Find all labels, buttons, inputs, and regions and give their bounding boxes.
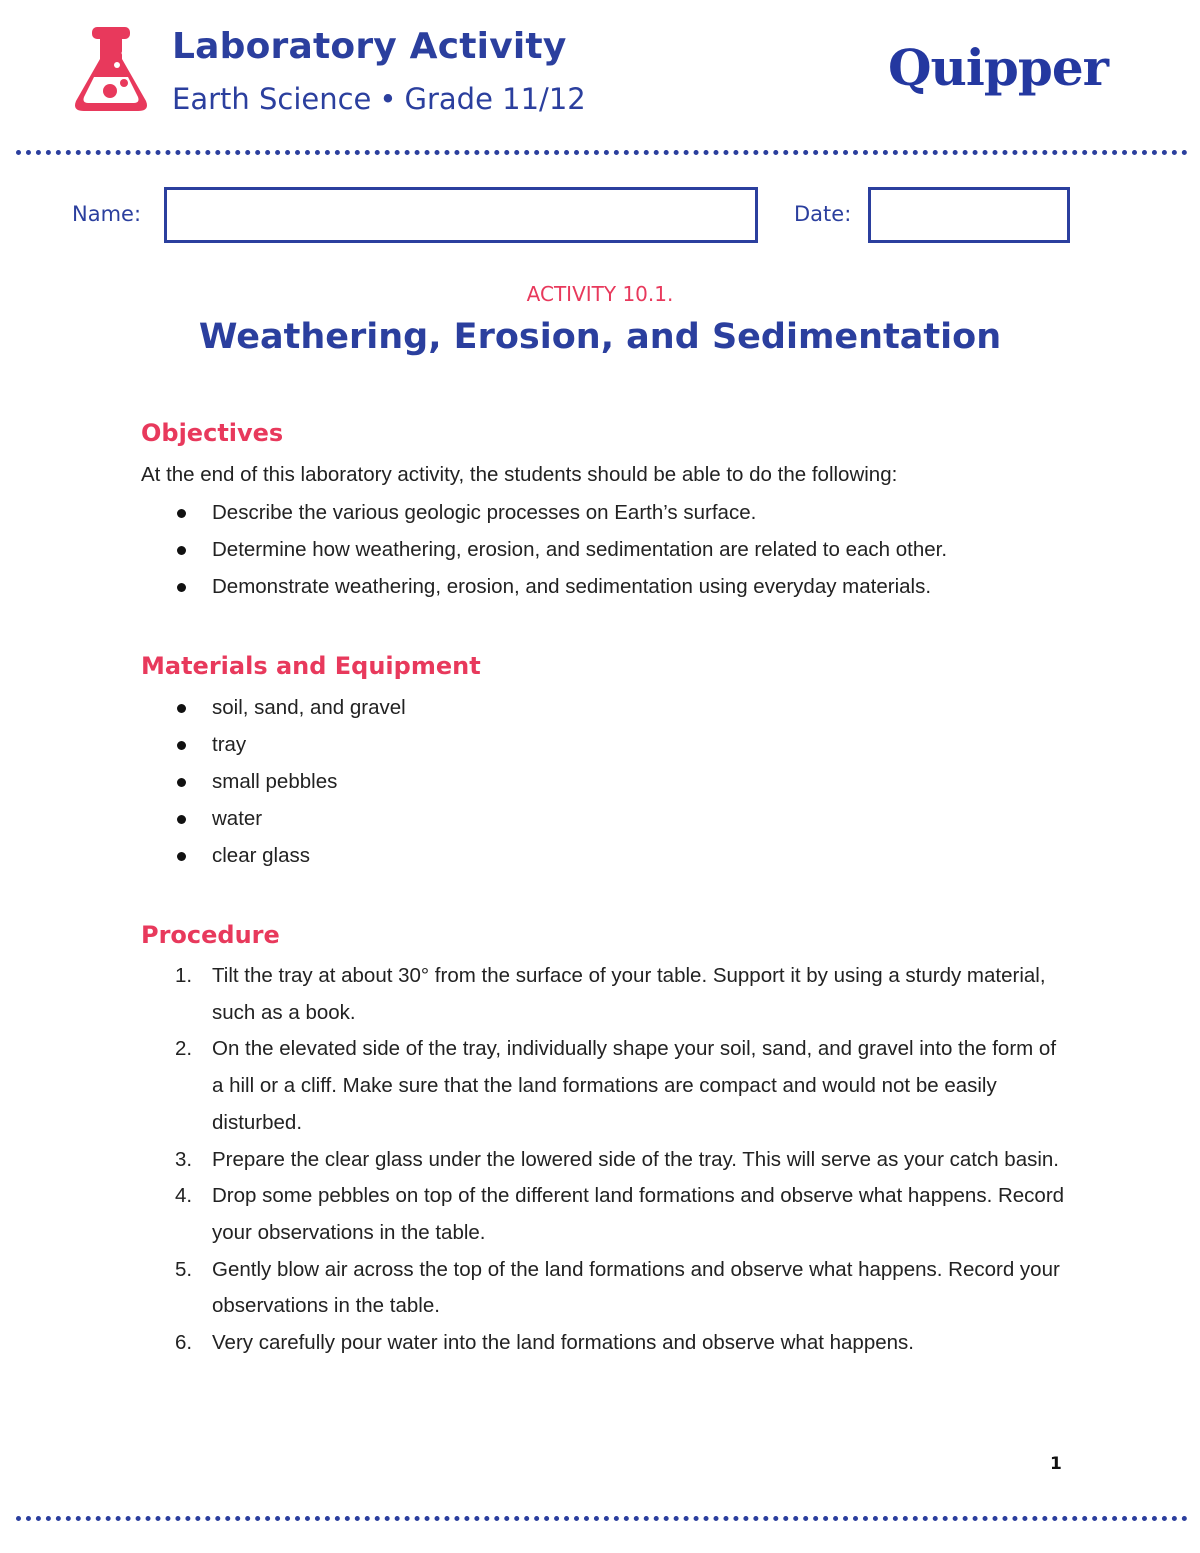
name-field[interactable]	[164, 187, 758, 243]
list-item	[141, 695, 406, 732]
procedure-step	[141, 1325, 1072, 1362]
name-label: Name:	[72, 202, 142, 226]
list-item	[141, 806, 406, 843]
procedure-list	[141, 958, 1072, 1362]
list-item-text: tray	[212, 733, 247, 756]
header-title: Laboratory Activity	[172, 26, 567, 67]
materials-heading: Materials and Equipment	[141, 652, 481, 680]
bullet-icon	[177, 815, 186, 824]
bullet-icon	[177, 741, 186, 750]
list-item-text: Determine how weathering, erosion, and sedimentation are related to each other.	[212, 538, 948, 561]
bullet-icon	[177, 546, 186, 555]
date-field[interactable]	[868, 187, 1070, 243]
step-number: 3.	[175, 1147, 193, 1171]
step-text: Drop some pebbles on top of the different land formations and observe what happens. Record your observations in the table.	[212, 1184, 1065, 1244]
list-item-text: Describe the various geologic processes on Earth’s surface.	[212, 501, 757, 524]
step-text: Gently blow air across the top of the land formations and observe what happens. Record your observations in the table.	[212, 1257, 1060, 1318]
bullet-icon	[177, 852, 186, 861]
list-item	[141, 500, 947, 537]
list-item	[141, 843, 406, 880]
list-item	[141, 732, 406, 769]
procedure-step	[141, 1142, 1072, 1179]
step-number: 2.	[175, 1037, 193, 1061]
objectives-heading: Objectives	[141, 419, 284, 447]
procedure-step	[141, 1031, 1072, 1141]
procedure-step	[141, 1178, 1072, 1251]
bullet-icon	[177, 509, 186, 518]
subject-label: Earth Science	[172, 82, 372, 116]
brand-logo: Quipper	[888, 38, 1108, 97]
list-item	[141, 537, 947, 574]
step-text: Very carefully pour water into the land formations and observe what happens.	[212, 1331, 914, 1355]
bullet-icon	[177, 583, 186, 592]
list-item-text: clear glass	[212, 844, 310, 867]
step-text: On the elevated side of the tray, individually shape your soil, sand, and gravel into the form of a hill or a cliff. Make sure that the land formations are compact and would not be easily disturbed.	[212, 1037, 1057, 1134]
step-number: 4.	[175, 1184, 193, 1208]
step-number: 6.	[175, 1331, 193, 1355]
procedure-heading: Procedure	[141, 921, 280, 949]
date-label: Date:	[794, 202, 852, 226]
page-number: 1	[1050, 1454, 1062, 1474]
grade-label: Grade 11/12	[404, 82, 586, 116]
list-item-text: soil, sand, and gravel	[212, 696, 406, 719]
header-subtitle	[172, 82, 586, 116]
step-text: Prepare the clear glass under the lowered side of the tray. This will serve as your catch basin.	[212, 1147, 1059, 1171]
activity-number: ACTIVITY 10.1.	[526, 282, 674, 306]
procedure-step	[141, 1252, 1072, 1325]
step-number: 1.	[175, 964, 193, 987]
list-item-text: Demonstrate weathering, erosion, and sedimentation using everyday materials.	[212, 575, 932, 598]
activity-title: Weathering, Erosion, and Sedimentation	[198, 317, 1002, 357]
bottom-divider	[16, 1516, 1188, 1521]
list-item	[141, 769, 406, 806]
separator-dot: •	[379, 82, 397, 116]
list-item	[141, 574, 947, 611]
objectives-intro: At the end of this laboratory activity, the students should be able to do the following:	[141, 463, 898, 486]
objectives-list	[141, 500, 947, 611]
list-item-text: small pebbles	[212, 770, 338, 793]
page-header	[0, 0, 1200, 140]
procedure-step	[141, 958, 1072, 1031]
step-number: 5.	[175, 1257, 193, 1281]
flask-icon	[72, 25, 150, 113]
list-item-text: water	[212, 807, 263, 830]
materials-list	[141, 695, 406, 880]
bullet-icon	[177, 778, 186, 787]
step-text: Tilt the tray at about 30° from the surface of your table. Support it by using a sturdy material, such as a book.	[212, 964, 1046, 1024]
bullet-icon	[177, 704, 186, 713]
top-divider	[16, 150, 1188, 155]
